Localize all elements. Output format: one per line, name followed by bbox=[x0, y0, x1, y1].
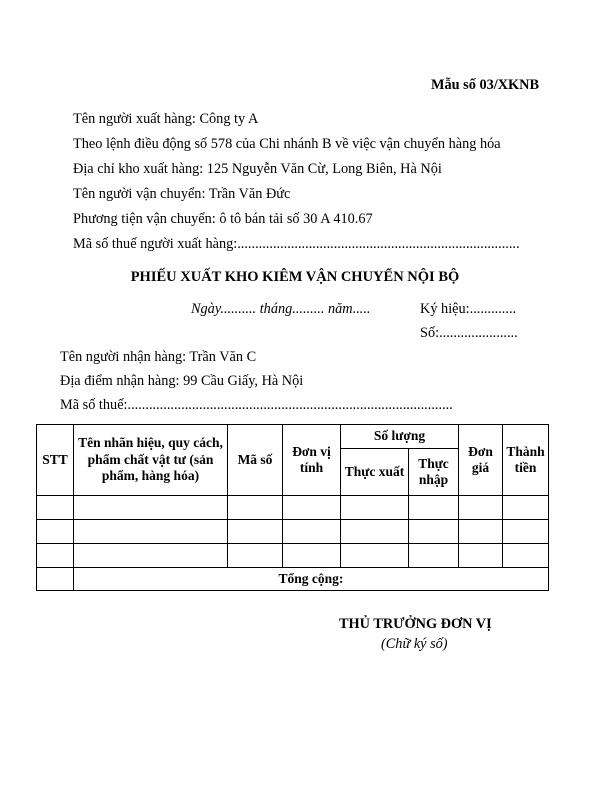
col-header-unit-price: Đơn giá bbox=[459, 425, 503, 496]
col-header-qty-out: Thực xuất bbox=[341, 449, 409, 496]
col-header-stt: STT bbox=[37, 425, 74, 496]
signature-note: (Chữ ký số) bbox=[381, 636, 448, 652]
table-row bbox=[37, 544, 549, 568]
transporter-name-line: Tên người vận chuyển: Trần Văn Đức bbox=[73, 186, 291, 202]
col-header-amount: Thành tiền bbox=[503, 425, 549, 496]
table-row bbox=[37, 496, 549, 520]
col-header-unit: Đơn vị tính bbox=[283, 425, 341, 496]
goods-table bbox=[36, 424, 549, 591]
col-header-quantity: Số lượng bbox=[341, 425, 459, 449]
col-header-item-name: Tên nhãn hiệu, quy cách, phẩm chất vật tư (sản phẩm, hàng hóa) bbox=[74, 425, 228, 496]
form-code: Mẫu số 03/XKNB bbox=[431, 77, 540, 93]
warehouse-address-line: Địa chỉ kho xuất hàng: 125 Nguyễn Văn Cừ, Long Biên, Hà Nội bbox=[73, 161, 442, 177]
symbol-line: Ký hiệu:............. bbox=[420, 301, 517, 317]
signature-title: THỦ TRƯỞNG ĐƠN VỊ bbox=[339, 616, 492, 632]
col-header-qty-in: Thực nhập bbox=[409, 449, 459, 496]
total-label: Tổng cộng: bbox=[74, 568, 549, 591]
number-line: Số:...................... bbox=[420, 325, 518, 341]
receiver-tax-code-line: Mã số thuế:........................................................................................... bbox=[60, 397, 453, 413]
date-line: Ngày.......... tháng......... năm..... bbox=[191, 301, 371, 317]
receiver-name-line: Tên người nhận hàng: Trần Văn C bbox=[60, 349, 257, 365]
sender-name-line: Tên người xuất hàng: Công ty A bbox=[73, 111, 259, 127]
document-title: PHIẾU XUẤT KHO KIÊM VẬN CHUYỂN NỘI BỘ bbox=[130, 269, 460, 285]
dispatch-order-line: Theo lệnh điều động số 578 của Chi nhánh B về việc vận chuyển hàng hóa bbox=[73, 136, 501, 152]
table-row bbox=[37, 520, 549, 544]
total-row bbox=[37, 568, 549, 591]
sender-tax-code-line: Mã số thuế người xuất hàng:............................................................................... bbox=[73, 236, 520, 252]
receiver-address-line: Địa điểm nhận hàng: 99 Cầu Giấy, Hà Nội bbox=[60, 373, 304, 389]
vehicle-line: Phương tiện vận chuyển: ô tô bán tải số 30 A 410.67 bbox=[73, 211, 373, 227]
col-header-code: Mã số bbox=[228, 425, 283, 496]
